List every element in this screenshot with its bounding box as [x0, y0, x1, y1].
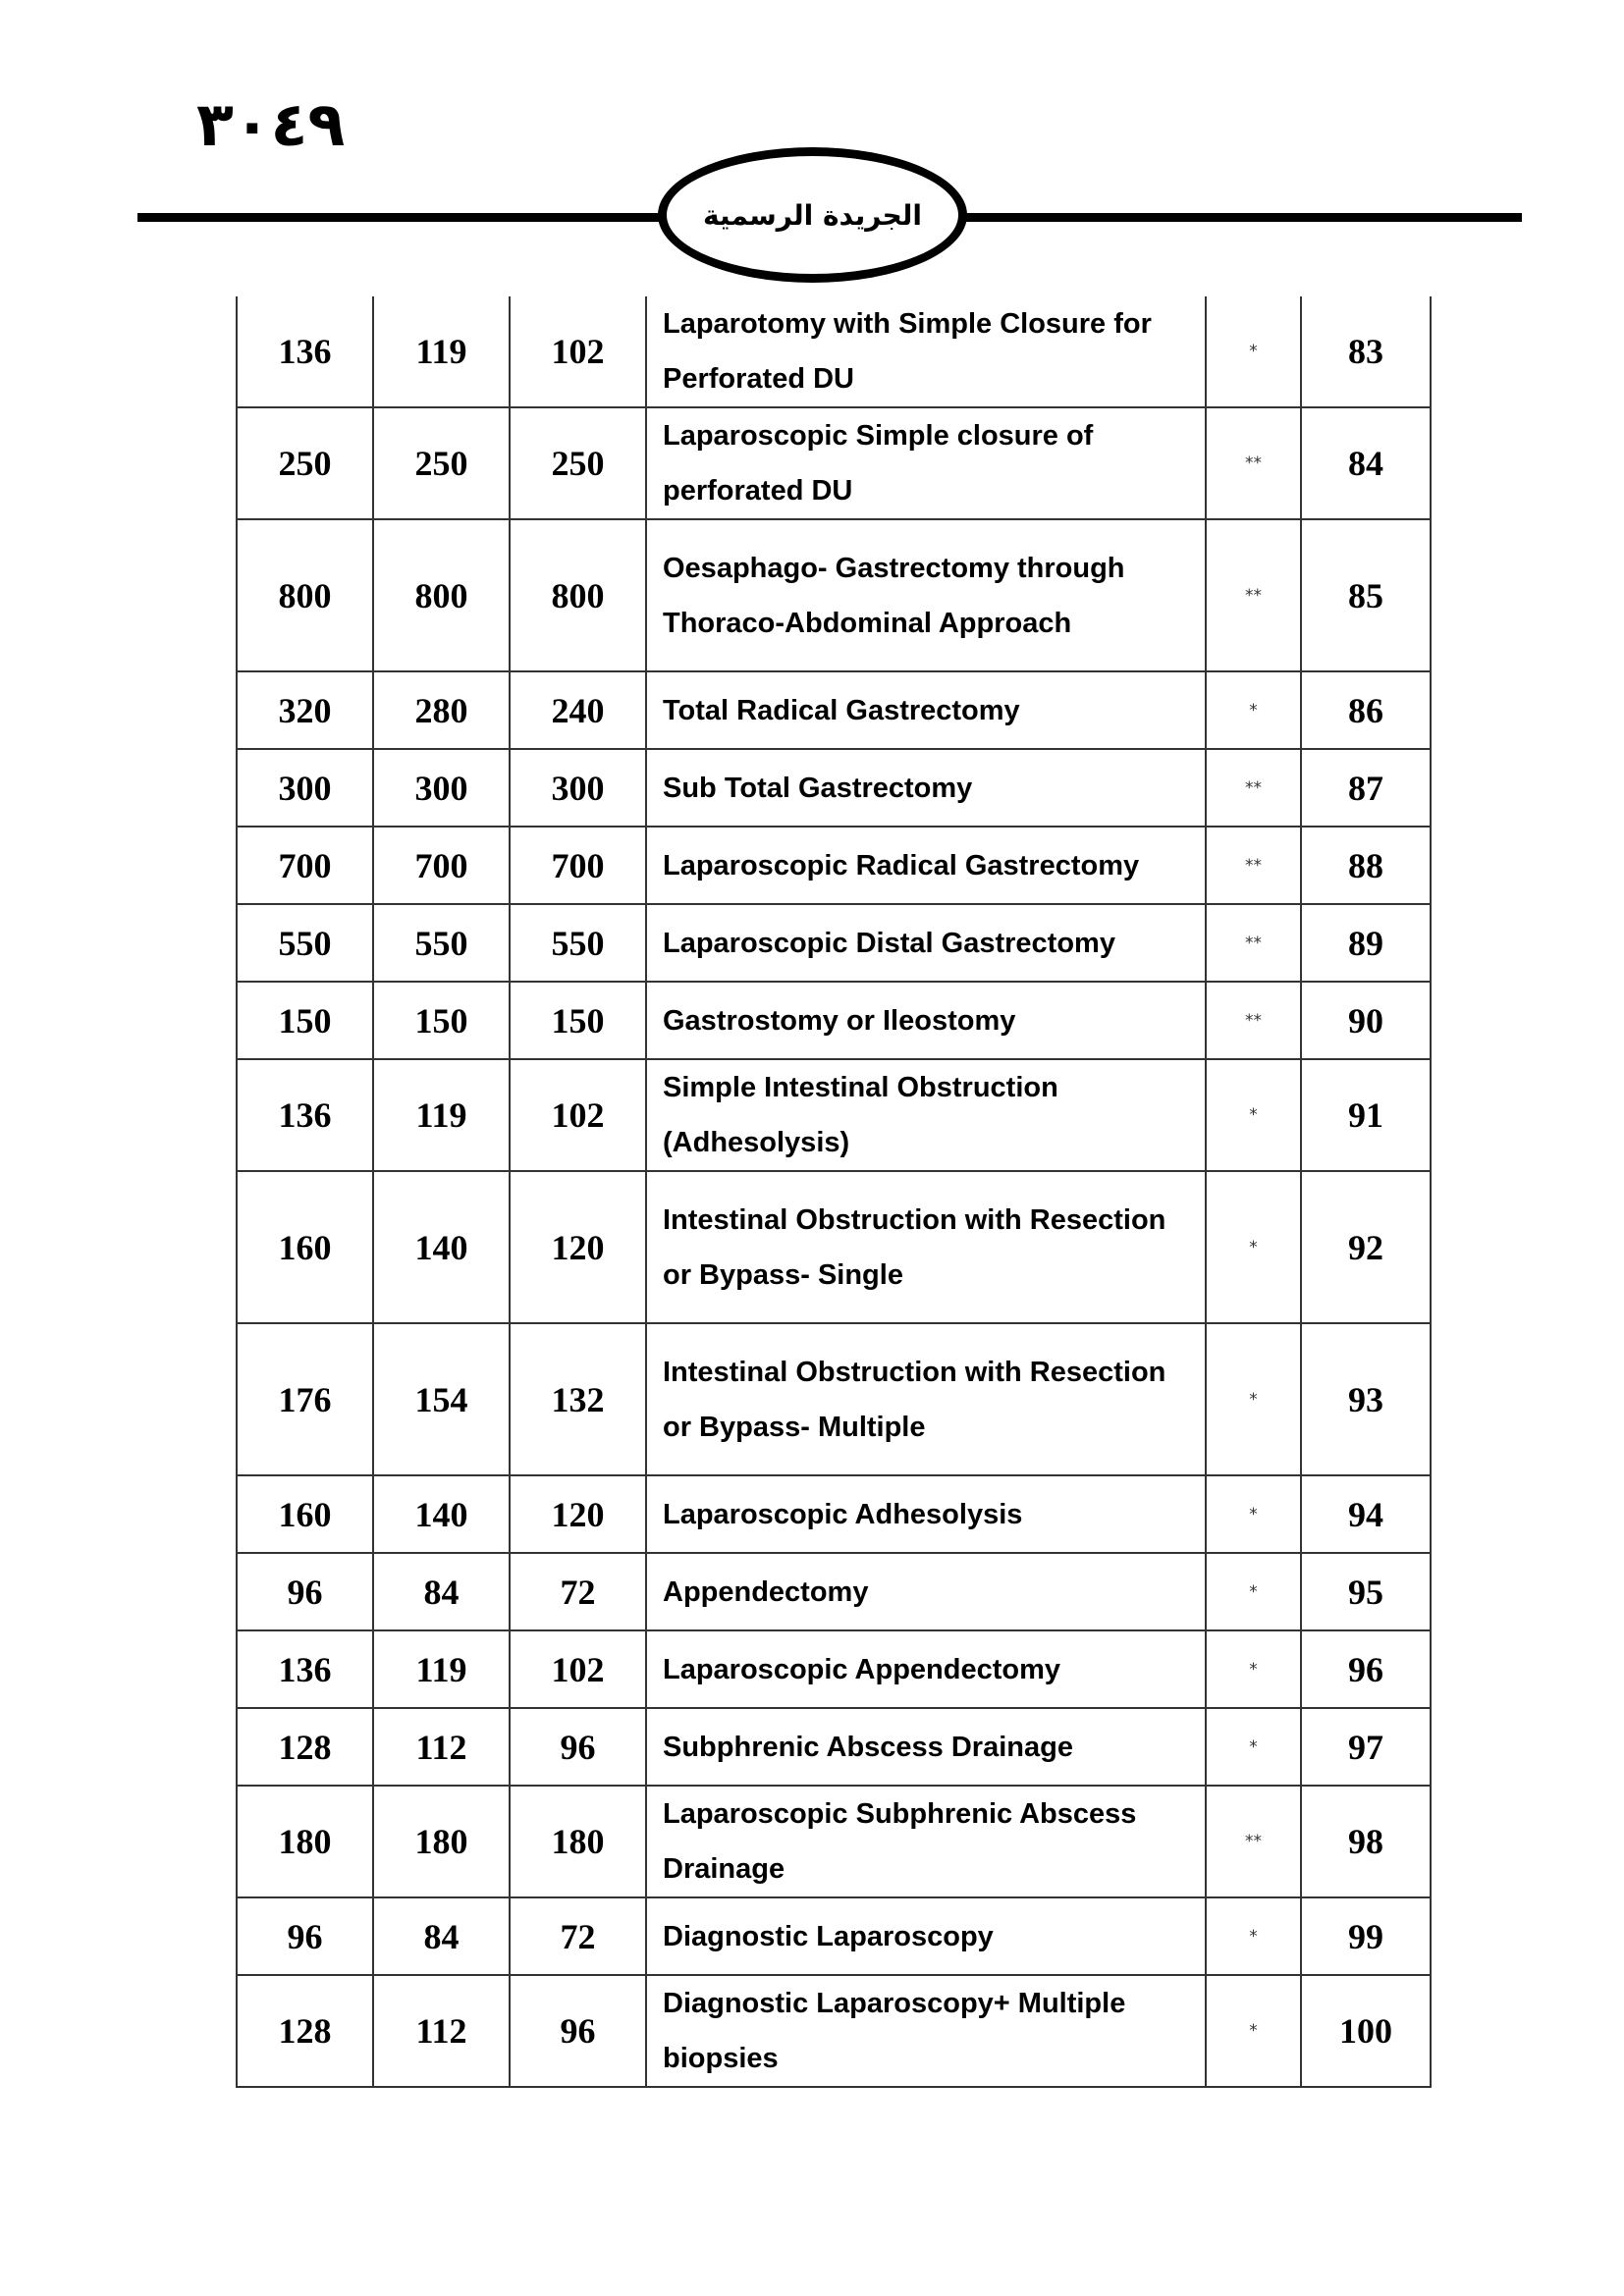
- fee-cell-col3: 150: [510, 982, 646, 1059]
- category-mark: *: [1206, 1171, 1301, 1323]
- fee-cell-col1: 300: [237, 749, 373, 827]
- table-row: [237, 671, 1431, 749]
- fee-cell-col1: 150: [237, 982, 373, 1059]
- procedure-code: 97: [1301, 1708, 1431, 1786]
- header-rule-left: [137, 213, 668, 222]
- procedure-description: Laparoscopic Adhesolysis: [646, 1475, 1206, 1553]
- fee-cell-col1: 160: [237, 1475, 373, 1553]
- fee-cell-col1: 176: [237, 1323, 373, 1475]
- procedure-description: Laparoscopic Subphrenic Abscess Drainage: [646, 1786, 1206, 1897]
- fee-cell-col2: 119: [373, 1630, 510, 1708]
- fee-cell-col3: 96: [510, 1708, 646, 1786]
- category-mark: **: [1206, 407, 1301, 519]
- procedure-code: 85: [1301, 519, 1431, 671]
- fee-cell-col2: 84: [373, 1897, 510, 1975]
- fee-cell-col2: 700: [373, 827, 510, 904]
- fee-cell-col2: 84: [373, 1553, 510, 1630]
- table-row: [237, 1171, 1431, 1323]
- fee-cell-col2: 112: [373, 1708, 510, 1786]
- category-mark: **: [1206, 827, 1301, 904]
- fee-cell-col1: 250: [237, 407, 373, 519]
- fee-cell-col3: 250: [510, 407, 646, 519]
- fees-table: [236, 296, 1432, 2088]
- fee-cell-col3: 550: [510, 904, 646, 982]
- fee-cell-col2: 154: [373, 1323, 510, 1475]
- fee-cell-col1: 96: [237, 1897, 373, 1975]
- table-row: [237, 1475, 1431, 1553]
- category-mark: *: [1206, 1553, 1301, 1630]
- fee-cell-col3: 102: [510, 1059, 646, 1171]
- procedure-code: 93: [1301, 1323, 1431, 1475]
- fee-cell-col2: 119: [373, 1059, 510, 1171]
- fee-cell-col2: 800: [373, 519, 510, 671]
- page-number: ٣٠٤٩: [196, 88, 346, 160]
- table-row: [237, 904, 1431, 982]
- table-row: [237, 1975, 1431, 2087]
- fee-cell-col1: 800: [237, 519, 373, 671]
- fee-cell-col3: 300: [510, 749, 646, 827]
- fees-table-body: [237, 296, 1431, 2087]
- fee-cell-col1: 550: [237, 904, 373, 982]
- fee-cell-col2: 550: [373, 904, 510, 982]
- procedure-code: 90: [1301, 982, 1431, 1059]
- fee-cell-col2: 180: [373, 1786, 510, 1897]
- category-mark: **: [1206, 749, 1301, 827]
- procedure-code: 100: [1301, 1975, 1431, 2087]
- fee-cell-col1: 136: [237, 296, 373, 407]
- fee-cell-col1: 96: [237, 1553, 373, 1630]
- procedure-code: 83: [1301, 296, 1431, 407]
- category-mark: *: [1206, 296, 1301, 407]
- table-row: [237, 1786, 1431, 1897]
- procedure-code: 98: [1301, 1786, 1431, 1897]
- procedure-description: Intestinal Obstruction with Resection or Bypass- Single: [646, 1171, 1206, 1323]
- fee-cell-col2: 250: [373, 407, 510, 519]
- table-row: [237, 407, 1431, 519]
- procedure-description: Diagnostic Laparoscopy: [646, 1897, 1206, 1975]
- procedure-description: Subphrenic Abscess Drainage: [646, 1708, 1206, 1786]
- fee-cell-col1: 136: [237, 1059, 373, 1171]
- category-mark: *: [1206, 1630, 1301, 1708]
- table-row: [237, 296, 1431, 407]
- procedure-description: Diagnostic Laparoscopy+ Multiple biopsies: [646, 1975, 1206, 2087]
- procedure-code: 86: [1301, 671, 1431, 749]
- fee-cell-col3: 102: [510, 1630, 646, 1708]
- header-rule-right: [962, 213, 1522, 222]
- fee-cell-col3: 102: [510, 296, 646, 407]
- table-row: [237, 1553, 1431, 1630]
- fee-cell-col3: 800: [510, 519, 646, 671]
- category-mark: *: [1206, 1975, 1301, 2087]
- procedure-code: 87: [1301, 749, 1431, 827]
- fee-cell-col3: 120: [510, 1475, 646, 1553]
- procedure-description: Laparoscopic Distal Gastrectomy: [646, 904, 1206, 982]
- fee-cell-col1: 700: [237, 827, 373, 904]
- procedure-description: Laparotomy with Simple Closure for Perforated DU: [646, 296, 1206, 407]
- table-row: [237, 1059, 1431, 1171]
- fee-cell-col3: 180: [510, 1786, 646, 1897]
- category-mark: *: [1206, 1475, 1301, 1553]
- table-row: [237, 827, 1431, 904]
- fee-cell-col1: 136: [237, 1630, 373, 1708]
- fee-cell-col3: 72: [510, 1897, 646, 1975]
- table-row: [237, 1630, 1431, 1708]
- category-mark: *: [1206, 1059, 1301, 1171]
- category-mark: *: [1206, 1708, 1301, 1786]
- table-row: [237, 1897, 1431, 1975]
- publication-title-oval: [658, 147, 967, 283]
- procedure-description: Laparoscopic Appendectomy: [646, 1630, 1206, 1708]
- procedure-code: 84: [1301, 407, 1431, 519]
- fee-cell-col2: 280: [373, 671, 510, 749]
- category-mark: *: [1206, 1323, 1301, 1475]
- fee-cell-col3: 132: [510, 1323, 646, 1475]
- fee-cell-col3: 72: [510, 1553, 646, 1630]
- procedure-description: Laparoscopic Radical Gastrectomy: [646, 827, 1206, 904]
- procedure-code: 96: [1301, 1630, 1431, 1708]
- fee-cell-col2: 112: [373, 1975, 510, 2087]
- procedure-description: Gastrostomy or Ileostomy: [646, 982, 1206, 1059]
- fee-cell-col3: 96: [510, 1975, 646, 2087]
- publication-title: الجريدة الرسمية: [703, 198, 922, 232]
- procedure-code: 89: [1301, 904, 1431, 982]
- fee-cell-col1: 128: [237, 1708, 373, 1786]
- fee-cell-col1: 128: [237, 1975, 373, 2087]
- category-mark: *: [1206, 671, 1301, 749]
- fee-cell-col3: 120: [510, 1171, 646, 1323]
- fee-cell-col2: 140: [373, 1171, 510, 1323]
- procedure-description: Intestinal Obstruction with Resection or Bypass- Multiple: [646, 1323, 1206, 1475]
- procedure-code: 95: [1301, 1553, 1431, 1630]
- fee-cell-col3: 240: [510, 671, 646, 749]
- procedure-description: Laparoscopic Simple closure of perforated DU: [646, 407, 1206, 519]
- table-row: [237, 519, 1431, 671]
- category-mark: *: [1206, 1897, 1301, 1975]
- table-row: [237, 749, 1431, 827]
- fee-cell-col2: 140: [373, 1475, 510, 1553]
- fee-cell-col3: 700: [510, 827, 646, 904]
- category-mark: **: [1206, 519, 1301, 671]
- procedure-description: Appendectomy: [646, 1553, 1206, 1630]
- procedure-description: Simple Intestinal Obstruction (Adhesolysis): [646, 1059, 1206, 1171]
- category-mark: **: [1206, 1786, 1301, 1897]
- procedure-description: Sub Total Gastrectomy: [646, 749, 1206, 827]
- procedure-description: Oesaphago- Gastrectomy through Thoraco-Abdominal Approach: [646, 519, 1206, 671]
- fee-cell-col2: 150: [373, 982, 510, 1059]
- fee-cell-col1: 320: [237, 671, 373, 749]
- procedure-code: 88: [1301, 827, 1431, 904]
- procedure-description: Total Radical Gastrectomy: [646, 671, 1206, 749]
- procedure-code: 91: [1301, 1059, 1431, 1171]
- procedure-code: 99: [1301, 1897, 1431, 1975]
- fee-cell-col1: 180: [237, 1786, 373, 1897]
- fee-cell-col1: 160: [237, 1171, 373, 1323]
- category-mark: **: [1206, 982, 1301, 1059]
- table-row: [237, 1323, 1431, 1475]
- table-row: [237, 1708, 1431, 1786]
- fee-cell-col2: 119: [373, 296, 510, 407]
- category-mark: **: [1206, 904, 1301, 982]
- fee-cell-col2: 300: [373, 749, 510, 827]
- procedure-code: 92: [1301, 1171, 1431, 1323]
- procedure-code: 94: [1301, 1475, 1431, 1553]
- table-row: [237, 982, 1431, 1059]
